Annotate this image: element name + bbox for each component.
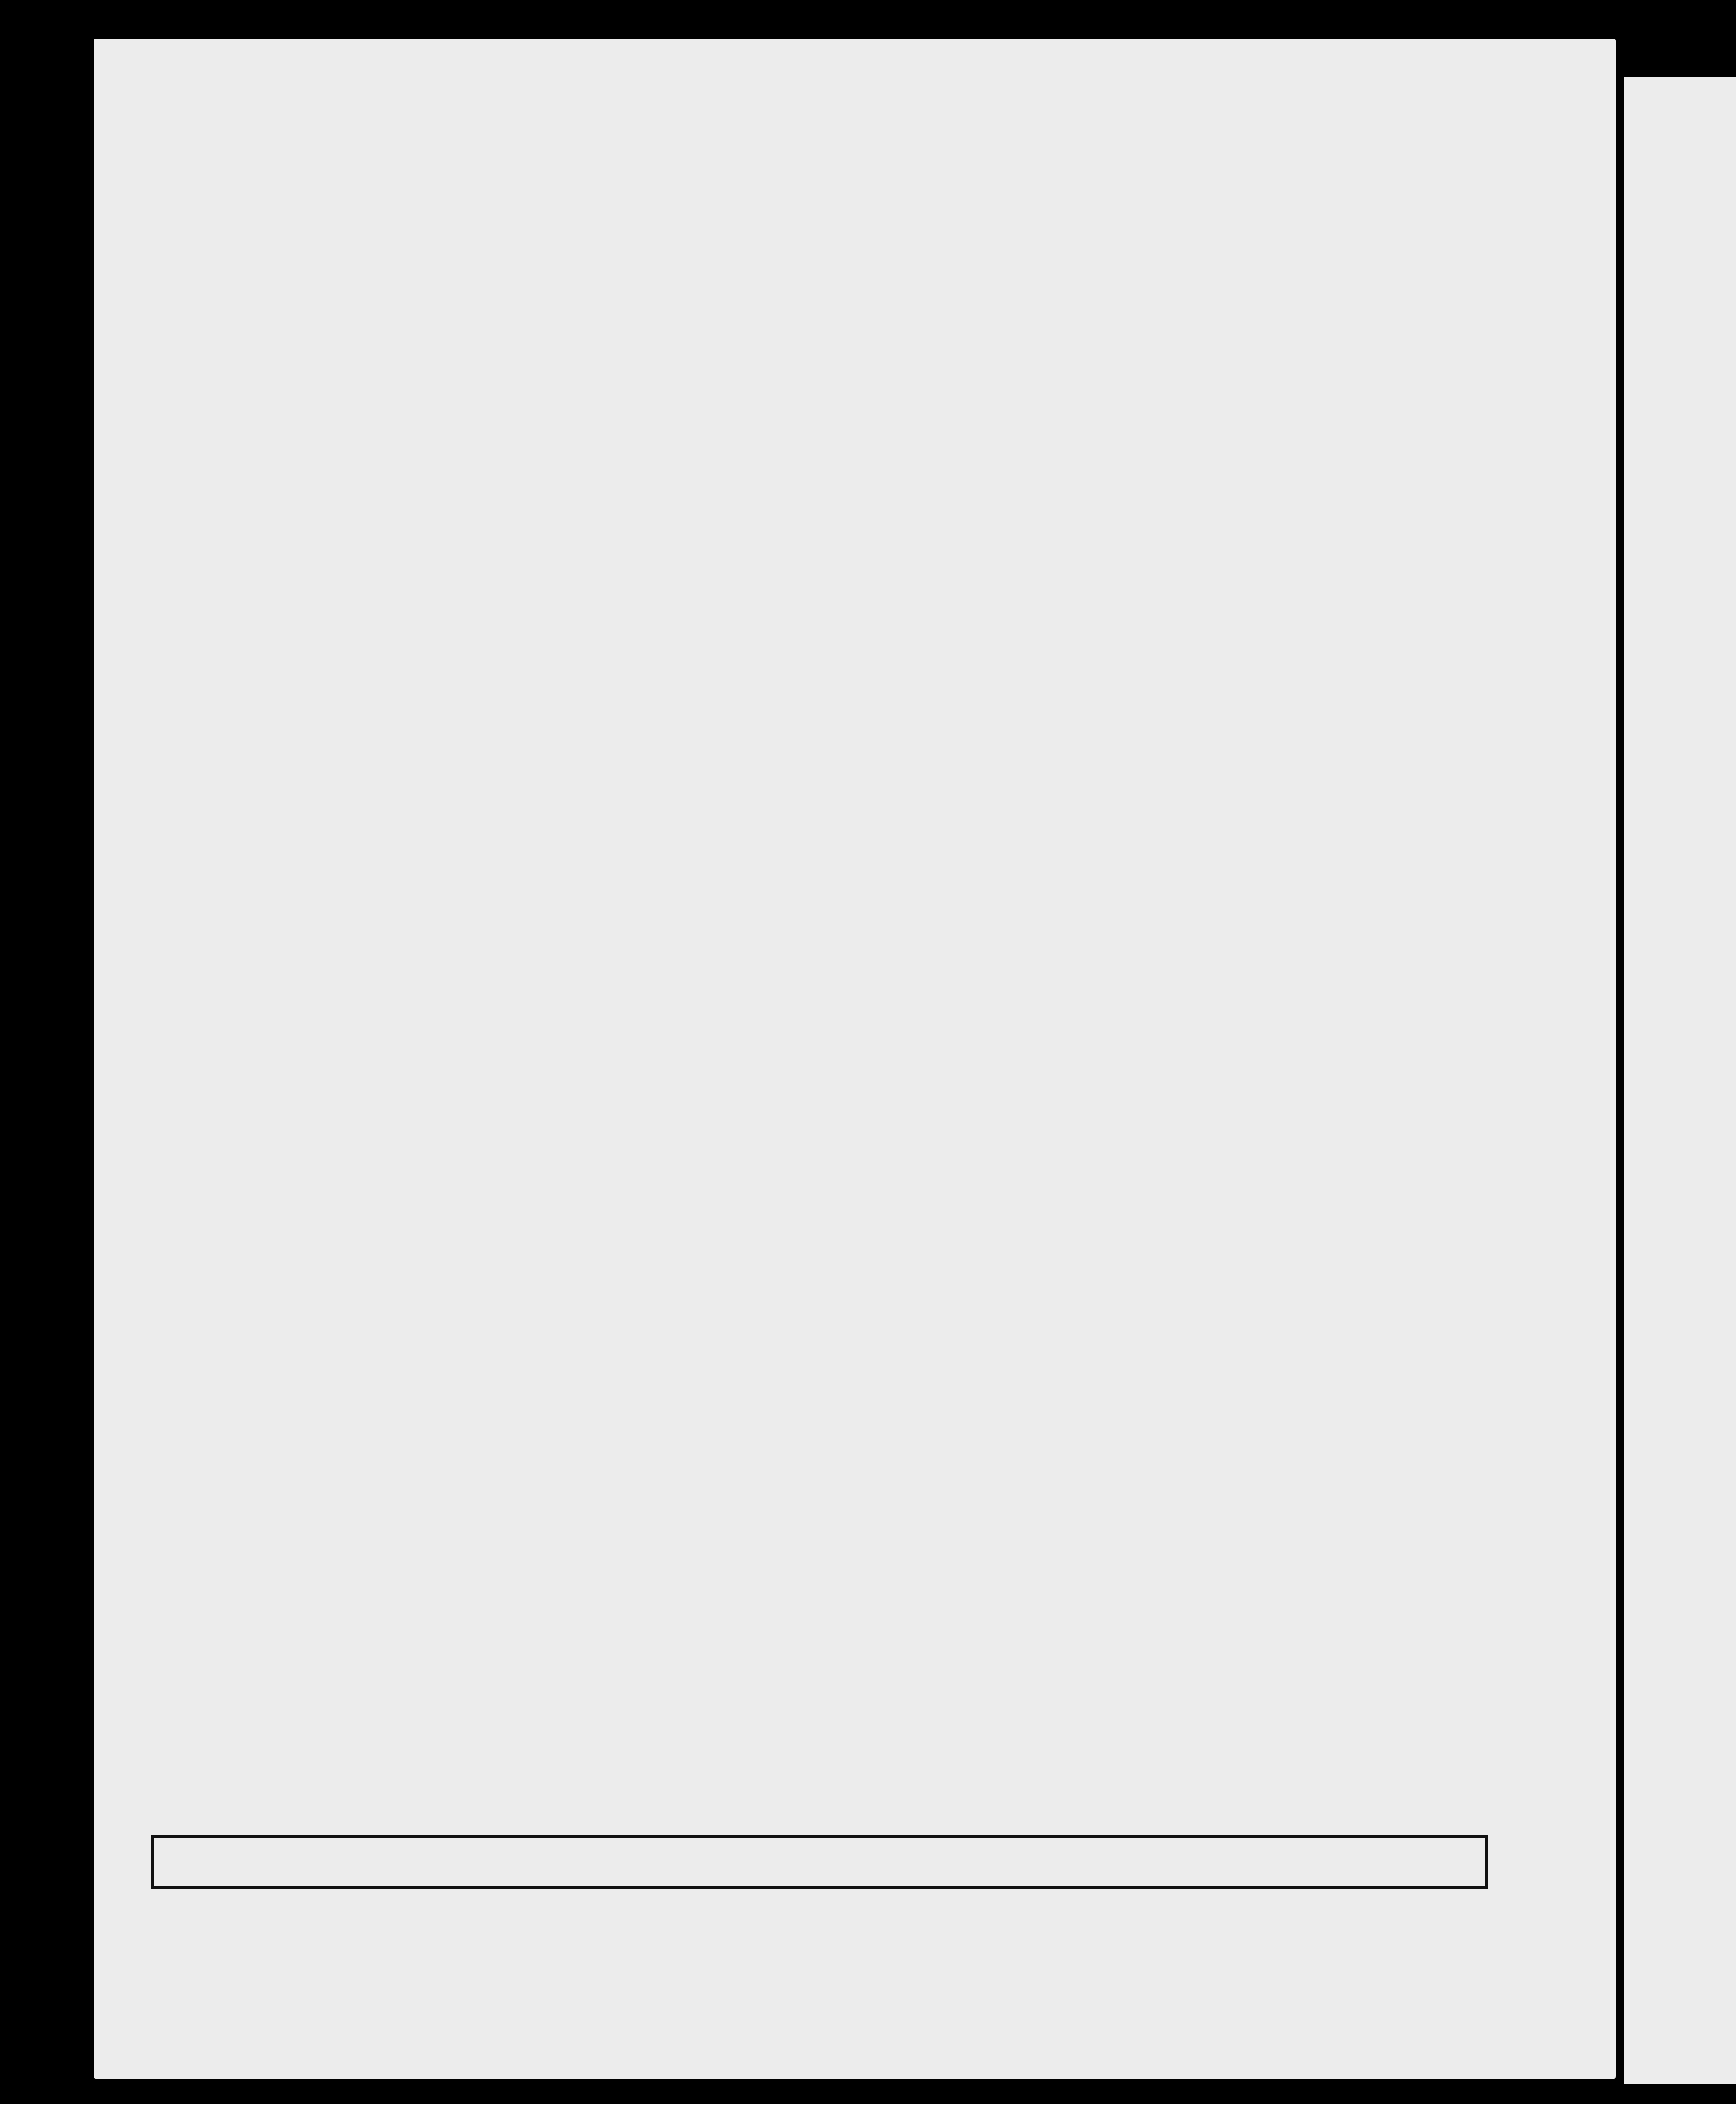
reduction-ratio-grid [151, 1835, 1488, 1889]
notes-page [94, 39, 1616, 2079]
adjacent-page-edge [1624, 77, 1736, 2084]
